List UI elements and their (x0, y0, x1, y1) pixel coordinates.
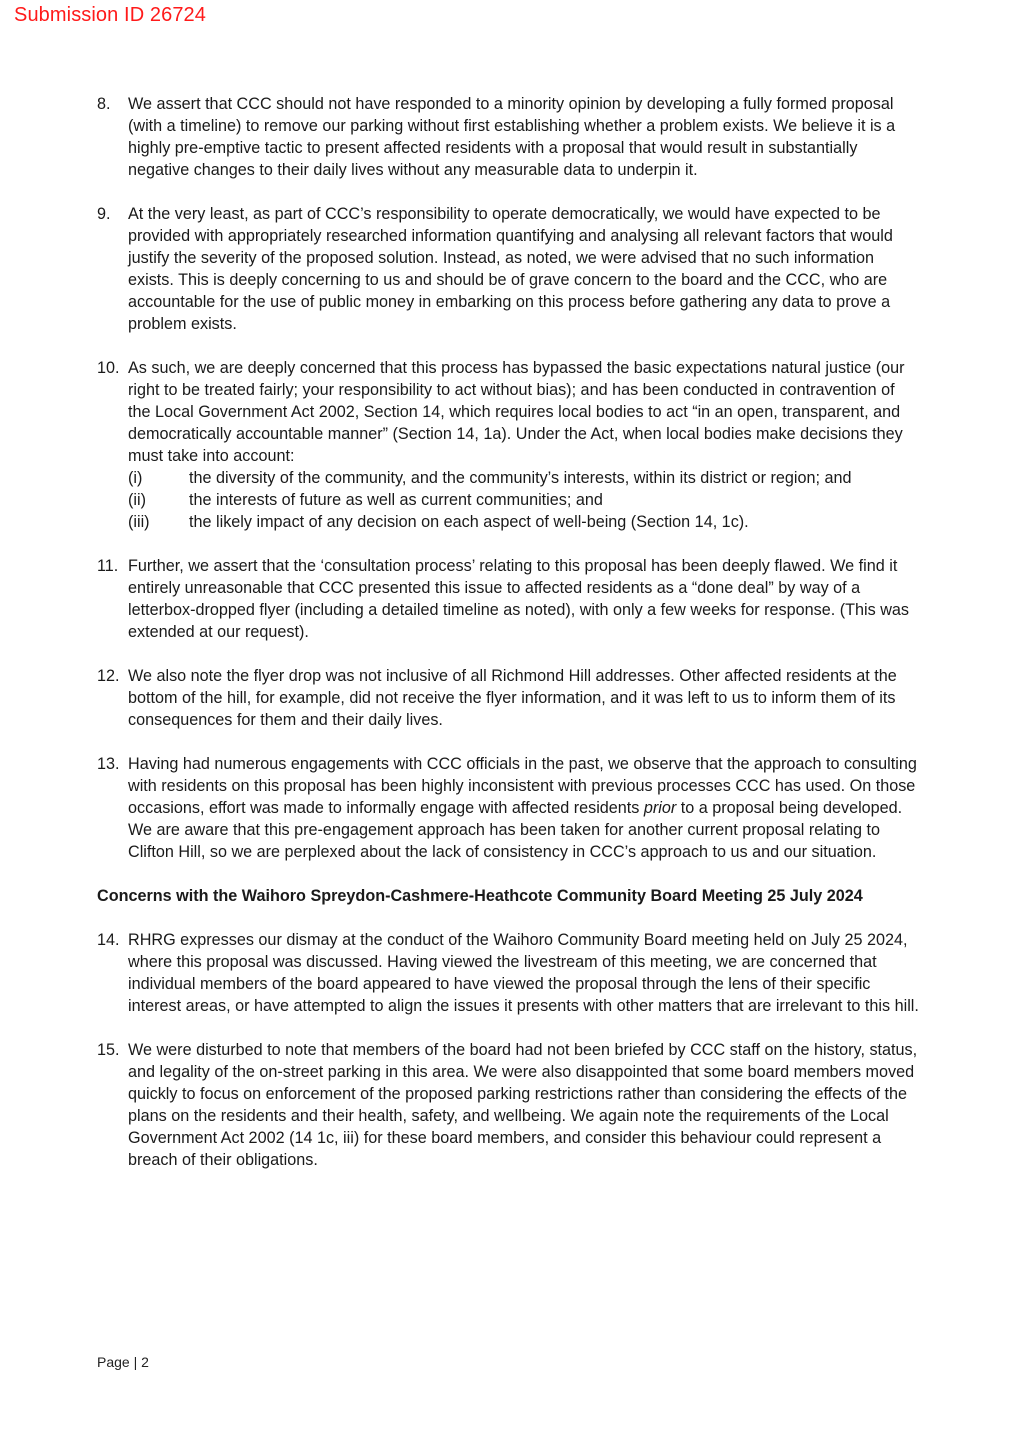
numbered-paragraph-14 (97, 929, 919, 1017)
sublist-text: the interests of future as well as current communities; and (189, 491, 603, 509)
numbered-paragraph-8 (97, 93, 919, 181)
roman-numeral: (i) (128, 469, 143, 487)
paragraph-text-before: Having had numerous engagements with CCC officials in the past, we observe that the approach to consulting with residents on this proposal has been highly inconsistent with previous processes CCC has used. On those occasions, effort was made to informally engage with affected residents (128, 755, 917, 817)
sublist-item-i (128, 467, 919, 489)
document-body (97, 93, 919, 1193)
paragraph-number: 13. (97, 755, 120, 773)
numbered-paragraph-12 (97, 665, 919, 731)
emphasis-prior: prior (643, 799, 677, 817)
paragraph-number: 15. (97, 1041, 120, 1059)
paragraph-number: 8. (97, 95, 111, 113)
paragraph-text: We assert that CCC should not have responded to a minority opinion by developing a fully formed proposal (with a timeline) to remove our parking without first establishing whether a problem exists. We believe it is a highly pre-emptive tactic to present affected residents with a proposal that would result in substantially negative changes to their daily lives without any measurable data to underpin it. (128, 95, 896, 179)
paragraph-text: We were disturbed to note that members of the board had not been briefed by CCC staff on the history, status, and legality of the on-street parking in this area. We were also disappointed that some board members moved quickly to focus on enforcement of the proposed parking restrictions rather than considering the effects of the plans on the residents and their health, safety, and wellbeing. We again note the requirements of the Local Government Act 2002 (14 1c, iii) for these board members, and consider this behaviour could represent a breach of their obligations. (128, 1041, 918, 1169)
page-number-footer: Page | 2 (97, 1354, 149, 1370)
submission-id-label: Submission ID 26724 (14, 4, 207, 26)
paragraph-text: As such, we are deeply concerned that this process has bypassed the basic expectations natural justice (our right to be treated fairly; your responsibility to act without bias); and has been conducted in contravention of the Local Government Act 2002, Section 14, which requires local bodies to act “in an open, transparent, and democratically accountable manner” (Section 14, 1a). Under the Act, when local bodies make decisions they must take into account: (128, 359, 905, 465)
paragraph-text: Further, we assert that the ‘consultation process’ relating to this proposal has been deeply flawed. We find it entirely unreasonable that CCC presented this issue to affected residents as a “done deal” by way of a letterbox-dropped flyer (including a detailed timeline as noted), with only a few weeks for response. (This was extended at our request). (128, 557, 909, 641)
paragraph-number: 10. (97, 359, 120, 377)
sublist-text: the likely impact of any decision on each aspect of well-being (Section 14, 1c). (189, 513, 749, 531)
numbered-paragraph-13 (97, 753, 919, 863)
paragraph-number: 11. (97, 557, 119, 575)
paragraph-number: 12. (97, 667, 120, 685)
paragraph-number: 9. (97, 205, 111, 223)
paragraph-text: RHRG expresses our dismay at the conduct of the Waihoro Community Board meeting held on July 25 2024, where this proposal was discussed. Having viewed the livestream of this meeting, we are concerned that individual members of the board appeared to have viewed the proposal through the lens of their specific interest areas, or have attempted to align the issues it presents with other matters that are irrelevant to this hill. (128, 931, 919, 1015)
sublist-item-ii (128, 489, 919, 511)
sublist-text: the diversity of the community, and the community’s interests, within its district or region; and (189, 469, 852, 487)
section-heading: Concerns with the Waihoro Spreydon-Cashmere-Heathcote Community Board Meeting 25 July 2024 (97, 887, 863, 905)
sublist-item-iii (128, 511, 919, 533)
roman-numeral: (iii) (128, 513, 150, 531)
numbered-paragraph-9 (97, 203, 919, 335)
paragraph-text: We also note the flyer drop was not inclusive of all Richmond Hill addresses. Other affected residents at the bottom of the hill, for example, did not receive the flyer information, and it was left to us to inform them of its consequences for them and their daily lives. (128, 667, 897, 729)
numbered-paragraph-11 (97, 555, 919, 643)
paragraph-number: 14. (97, 931, 120, 949)
paragraph-text: At the very least, as part of CCC’s responsibility to operate democratically, we would have expected to be provided with appropriately researched information quantifying and analysing all relevant factors that would justify the severity of the proposed solution. Instead, as noted, we were advised that no such information exists. This is deeply concerning to us and should be of grave concern to the board and the CCC, who are accountable for the use of public money in embarking on this process before gathering any data to prove a problem exists. (128, 205, 893, 333)
numbered-paragraph-15 (97, 1039, 919, 1171)
roman-numeral: (ii) (128, 491, 146, 509)
roman-sublist (128, 467, 919, 533)
paragraph-text-after: to a proposal being developed. We are aware that this pre-engagement approach has been taken for another current proposal relating to Clifton Hill, so we are perplexed about the lack of consistency in CCC’s approach to us and our situation. (128, 799, 903, 861)
numbered-paragraph-10 (97, 357, 919, 533)
